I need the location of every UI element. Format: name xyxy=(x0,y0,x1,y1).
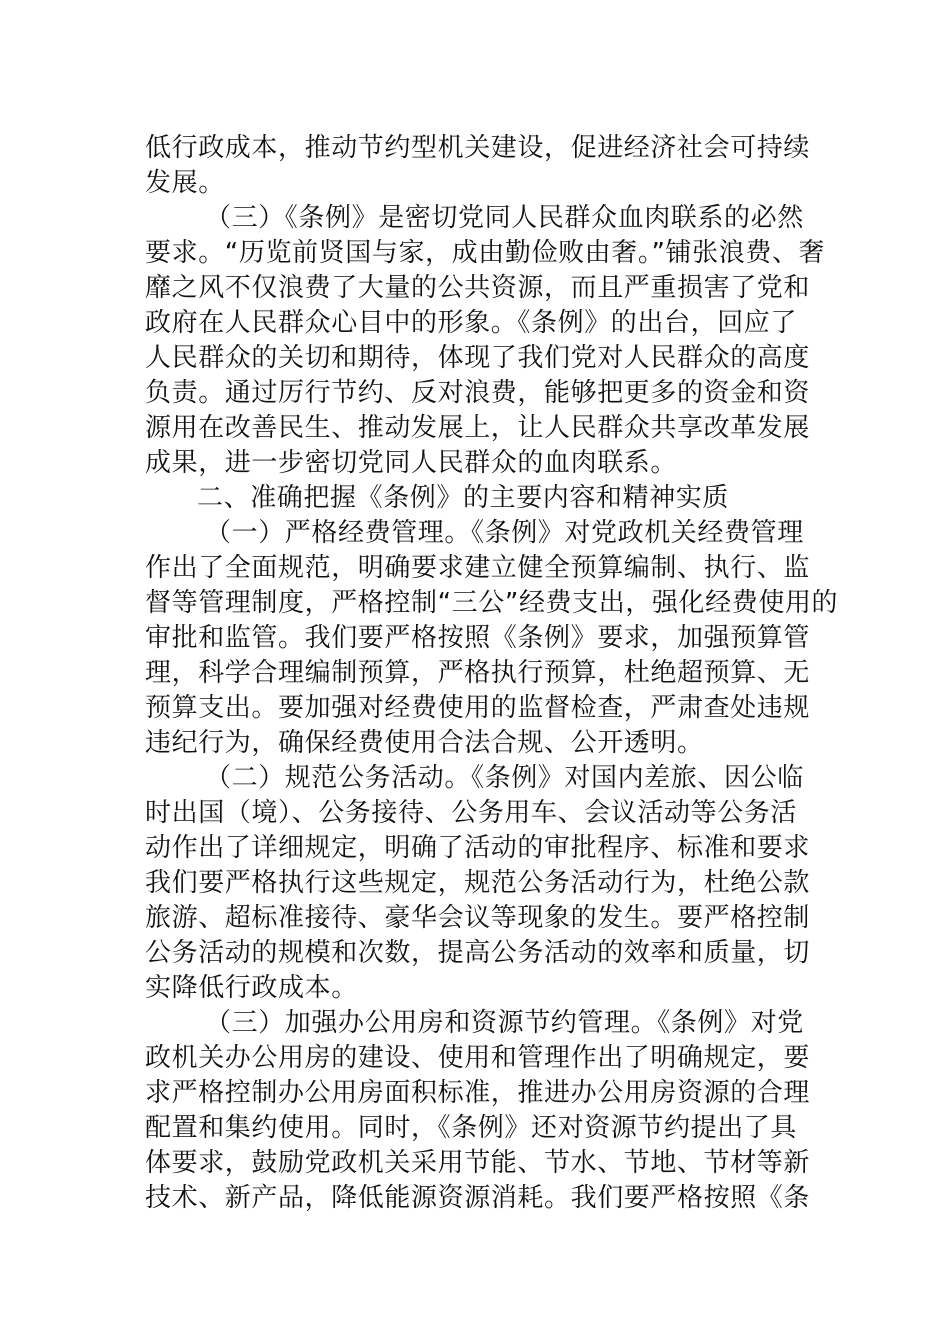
body-text-line: 我们要严格执行这些规定，规范公务活动行为，杜绝公款 xyxy=(145,868,811,898)
body-text-line: 违纪行为，确保经费使用合法合规、公开透明。 xyxy=(145,728,704,758)
section-heading-line: （二）规范公务活动。《条例》对国内差旅、因公临 xyxy=(205,763,804,793)
body-text-line: 旅游、超标准接待、豪华会议等现象的发生。要严格控制 xyxy=(145,903,811,933)
body-text-line: 求严格控制办公用房面积标准，推进办公用房资源的合理 xyxy=(145,1078,811,1108)
body-text-line: 配置和集约使用。同时，《条例》还对资源节约提出了具 xyxy=(145,1113,798,1143)
body-text-line: 靡之风不仅浪费了大量的公共资源，而且严重损害了党和 xyxy=(145,273,811,303)
body-text-line: 作出了全面规范，明确要求建立健全预算编制、执行、监 xyxy=(145,553,811,583)
body-text-line: 审批和监管。我们要严格按照《条例》要求，加强预算管 xyxy=(145,623,811,653)
body-text-line: 政机关办公用房的建设、使用和管理作出了明确规定，要 xyxy=(145,1043,811,1073)
section-heading-line: （三）加强办公用房和资源节约管理。《条例》对党 xyxy=(205,1008,804,1038)
body-text-line: 成果，进一步密切党同人民群众的血肉联系。 xyxy=(145,448,678,478)
body-text-line: 预算支出。要加强对经费使用的监督检查，严肃查处违规 xyxy=(145,693,811,723)
body-text-line: 要求。“历览前贤国与家，成由勤俭败由奢。”铺张浪费、奢 xyxy=(145,238,826,268)
body-text-line: 发展。 xyxy=(145,168,225,198)
chapter-heading: 二、准确把握《条例》的主要内容和精神实质 xyxy=(197,483,730,513)
body-text-line: 人民群众的关切和期待，体现了我们党对人民群众的高度 xyxy=(145,343,811,373)
section-heading-line: （三）《条例》是密切党同人民群众血肉联系的必然 xyxy=(205,203,804,233)
body-text-line: 理，科学合理编制预算，严格执行预算，杜绝超预算、无 xyxy=(145,658,811,688)
body-text-line: 技术、新产品，降低能源资源消耗。我们要严格按照《条 xyxy=(145,1183,811,1213)
body-text-line: 源用在改善民生、推动发展上，让人民群众共享改革发展 xyxy=(145,413,811,443)
body-text-line: 负责。通过厉行节约、反对浪费，能够把更多的资金和资 xyxy=(145,378,811,408)
body-text-line: 低行政成本，推动节约型机关建设，促进经济社会可持续 xyxy=(145,133,811,163)
body-text-line: 时出国（境）、公务接待、公务用车、会议活动等公务活 xyxy=(145,798,798,828)
body-text-line: 实降低行政成本。 xyxy=(145,973,358,1003)
section-heading-line: （一）严格经费管理。《条例》对党政机关经费管理 xyxy=(205,518,804,548)
body-text-line: 体要求，鼓励党政机关采用节能、节水、节地、节材等新 xyxy=(145,1148,811,1178)
body-text-line: 督等管理制度，严格控制“三公”经费支出，强化经费使用的 xyxy=(145,588,839,618)
body-text-line: 公务活动的规模和次数，提高公务活动的效率和质量，切 xyxy=(145,938,811,968)
body-text-line: 政府在人民群众心目中的形象。《条例》的出台，回应了 xyxy=(145,308,798,338)
body-text-line: 动作出了详细规定，明确了活动的审批程序、标准和要求 xyxy=(145,833,811,863)
